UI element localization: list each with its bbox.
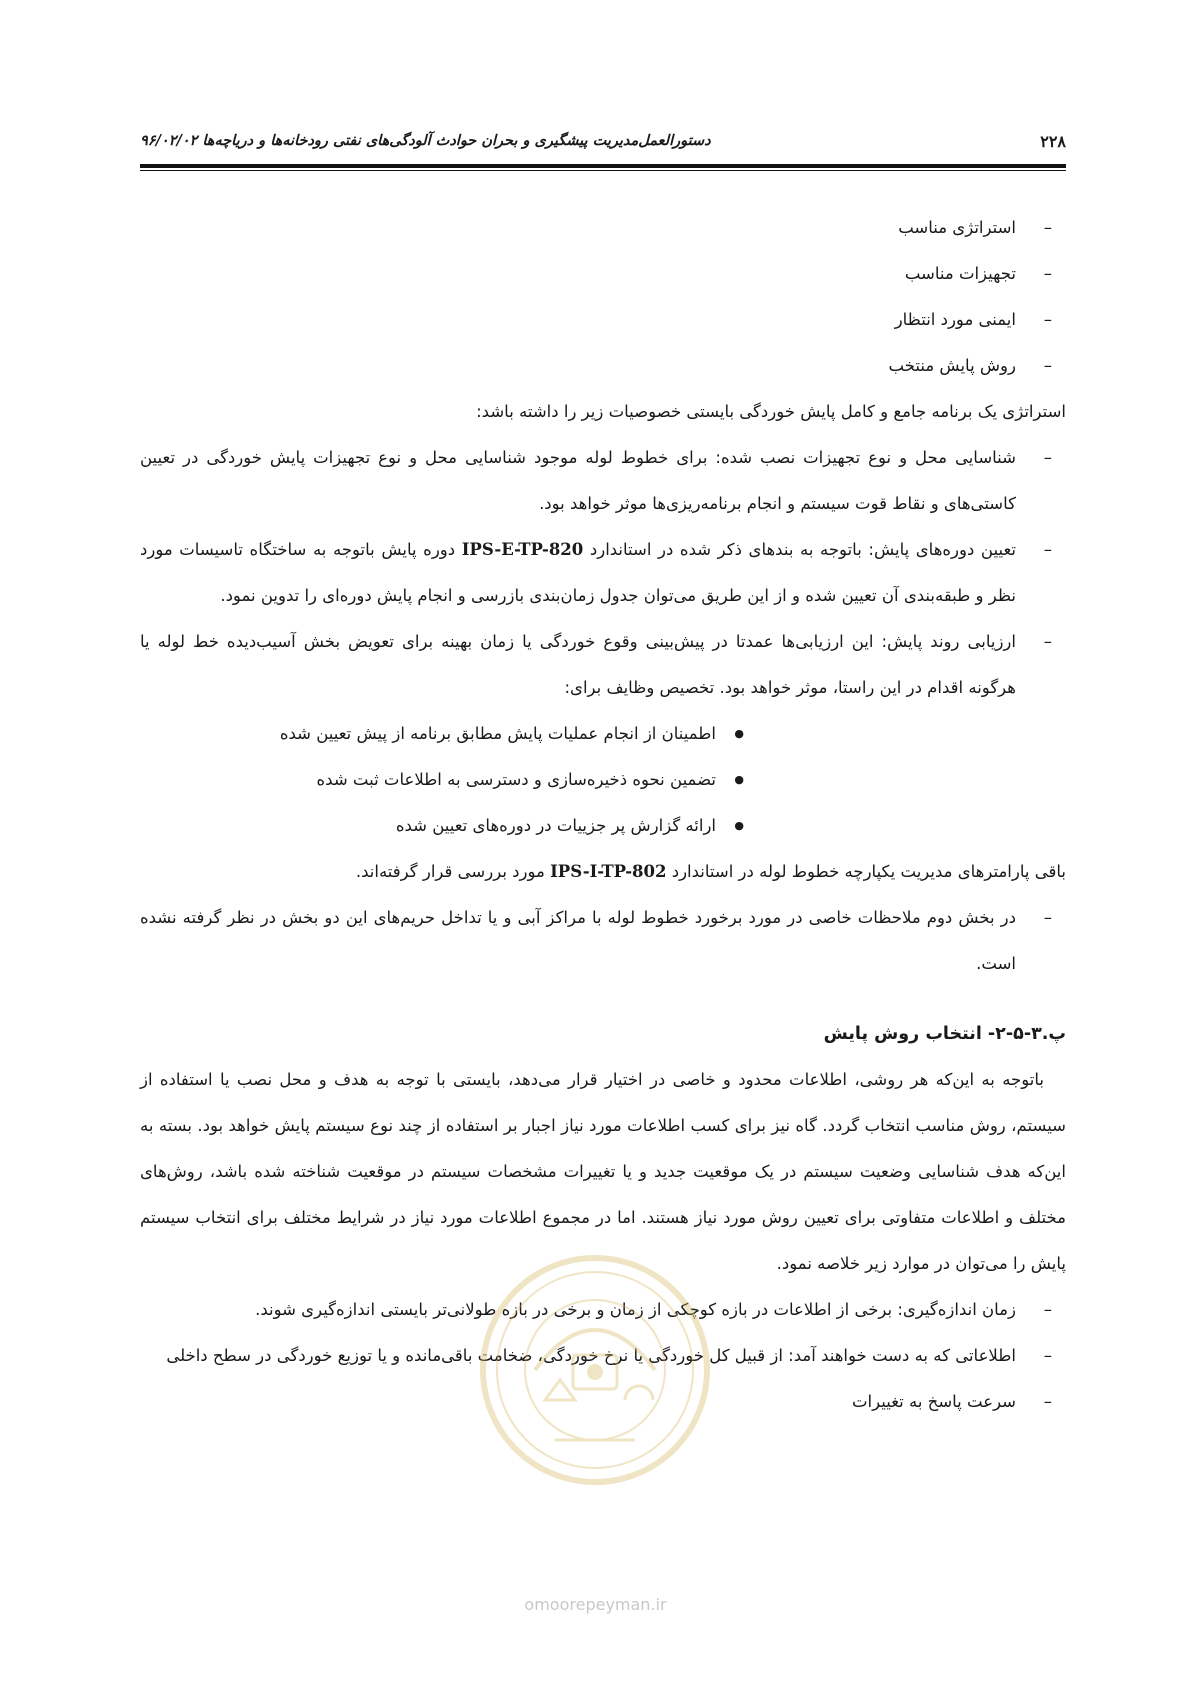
page-number: ۲۲۸ [1040,132,1066,151]
bullet-list [140,711,1066,849]
bullet-item: ● اطمینان از انجام عملیات پایش مطابق برنامه از پیش تعیین شده [140,711,1066,757]
list-item: – تجهیزات مناسب [140,251,1066,297]
list-item: – اطلاعاتی که به دست خواهند آمد: از قبیل کل خوردگی یا نرخ خوردگی، ضخامت باقی‌مانده و یا توزیع خوردگی در سطح داخلی [140,1333,1066,1379]
running-title: دستورالعمل‌مدیریت پیشگیری و بحران حوادث آلودگی‌های نفتی رودخانه‌ها و دریاچه‌ها ۹۶/۰۲/۰۲ [140,132,711,149]
page-body [140,205,1066,1425]
header-rule-thin [140,170,1066,171]
list-item: – روش پایش منتخب [140,343,1066,389]
list-item: – استراتژی مناسب [140,205,1066,251]
header-rule [140,164,1066,168]
standard-code: IPS-E-TP-820 [461,540,584,559]
list-item: – شناسایی محل و نوع تجهیزات نصب شده: برای خطوط لوله موجود شناسایی محل و نوع تجهیزات پایش خوردگی در تعیین کاستی‌های و نقاط قوت سیستم و انجام برنامه‌ریزی‌ها موثر خواهد بود. [140,435,1066,527]
list-item: – ارزیابی روند پایش: این ارزیابی‌ها عمدتا در پیش‌بینی وقوع خوردگی یا زمان بهینه برای تعویض بخش آسیب‌دیده خط لوله یا هرگونه اقدام در این راستا، موثر خواهد بود. تخصیص وظایف برای: [140,619,1066,711]
item-text: تعیین دوره‌های پایش: باتوجه به بندهای ذکر شده در استاندارد [589,540,1016,559]
list-item: – زمان اندازه‌گیری: برخی از اطلاعات در بازه کوچکی از زمان و برخی در بازه طولانی‌تر بایستی اندازه‌گیری شوند. [140,1287,1066,1333]
watermark-url: omoorepeyman.ir [524,1595,667,1614]
list-item: – سرعت پاسخ به تغییرات [140,1379,1066,1425]
paragraph-text: مورد بررسی قرار گرفته‌اند. [355,862,545,881]
page-header [140,128,1066,162]
item-text: دوره پایش باتوجه به ساختگاه تاسیسات مورد نظر و طبقه‌بندی آن تعیین شده و از این طریق می‌توان جدول زمان‌بندی بازرسی و انجام پایش دوره‌ای را تدوین نمود. [140,540,1016,605]
standard-code: IPS-I-TP-802 [550,862,667,881]
section-heading: پ.۳-۵-۲- انتخاب روش پایش [823,1024,1066,1044]
list-item: – ایمنی مورد انتظار [140,297,1066,343]
list-item [140,527,1066,619]
section-paragraph: باتوجه به این‌که هر روشی، اطلاعات محدود و خاصی در اختیار قرار می‌دهد، بایستی با توجه به هدف و محل نصب یا استفاده از سیستم، روش مناسب انتخاب گردد. گاه نیز برای کسب اطلاعات مورد نیاز اجبار بر استفاده از چند نوع سیستم پایش خواهد بود. بسته به این‌که هدف شناسایی وضعیت سیستم در یک موقعیت جدید و یا تغییرات مشخصات سیستم در موقعیت شناخته شده باشد، روش‌های مختلف و اطلاعات متفاوتی برای تعیین روش مورد نیاز هستند. اما در مجموع اطلاعات مورد نیاز در شرایط مختلف برای انتخاب سیستم پایش را می‌توان در موارد زیر خلاصه نمود. [140,1070,1066,1273]
bullet-item: ● ارائه گزارش پر جزییات در دوره‌های تعیین شده [140,803,1066,849]
remaining-params-paragraph [140,849,1066,895]
bullet-item: ● تضمین نحوه ذخیره‌سازی و دسترسی به اطلاعات ثبت شده [140,757,1066,803]
paragraph-text: باقی پارامترهای مدیریت یکپارچه خطوط لوله در استاندارد [671,862,1066,881]
strategy-intro: استراتژی یک برنامه جامع و کامل پایش خوردگی بایستی خصوصیات زیر را داشته باشد: [476,402,1066,421]
top-list [140,205,1066,389]
list-item: – در بخش دوم ملاحظات خاصی در مورد برخورد خطوط لوله با مراکز آبی و یا تداخل حریم‌های این دو بخش در نظر گرفته نشده است. [140,895,1066,987]
